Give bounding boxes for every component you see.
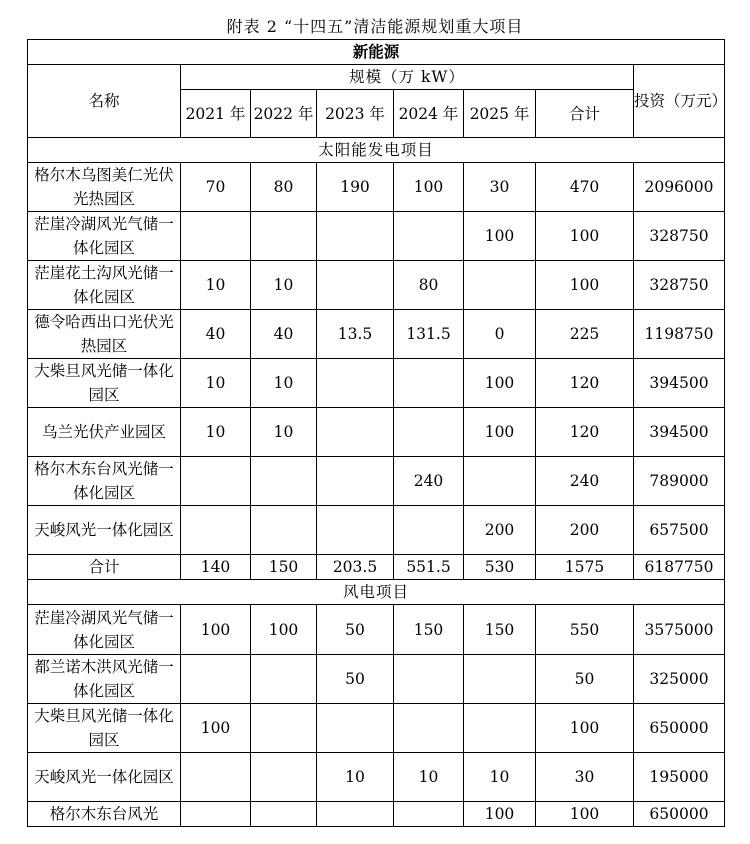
- year-value-cell: [317, 212, 394, 261]
- section-subtitle: 太阳能发电项目: [28, 138, 725, 163]
- year-value-cell: [317, 359, 394, 408]
- investment-cell: 394500: [634, 359, 725, 408]
- year-value-cell: [181, 506, 251, 555]
- section-header-row: [28, 580, 725, 605]
- table-row: [28, 655, 725, 704]
- investment-cell: 650000: [634, 704, 725, 753]
- year-value-cell: 100: [464, 359, 536, 408]
- year-value-cell: 10: [251, 408, 317, 457]
- year-value-cell: [181, 753, 251, 802]
- row-total-cell: 100: [536, 802, 634, 827]
- year-value-cell: 100: [464, 408, 536, 457]
- year-value-cell: [394, 359, 464, 408]
- year-value-cell: 70: [181, 163, 251, 212]
- year-value-cell: [394, 506, 464, 555]
- year-value-cell: 100: [251, 605, 317, 655]
- project-name: 茫崖花土沟风光储一体化园区: [28, 261, 181, 310]
- table-row: [28, 802, 725, 827]
- year-value-cell: 80: [394, 261, 464, 310]
- year-value-cell: 13.5: [317, 310, 394, 359]
- investment-cell: 328750: [634, 261, 725, 310]
- year-value-cell: [394, 704, 464, 753]
- year-value-cell: 40: [181, 310, 251, 359]
- table-row: [28, 704, 725, 753]
- year-value-cell: [464, 704, 536, 753]
- year-value-cell: [394, 655, 464, 704]
- year-value-cell: [251, 457, 317, 506]
- investment-cell: 1198750: [634, 310, 725, 359]
- table-row: [28, 753, 725, 802]
- year-value-cell: 40: [251, 310, 317, 359]
- header-investment: 投资（万元）: [634, 65, 725, 138]
- investment-cell: 6187750: [634, 555, 725, 580]
- year-value-cell: [394, 408, 464, 457]
- project-name: 茫崖冷湖风光气储一体化园区: [28, 212, 181, 261]
- investment-cell: 325000: [634, 655, 725, 704]
- year-value-cell: 150: [464, 605, 536, 655]
- row-total-cell: 1575: [536, 555, 634, 580]
- year-value-cell: 140: [181, 555, 251, 580]
- row-total-cell: 550: [536, 605, 634, 655]
- year-value-cell: 100: [181, 704, 251, 753]
- year-value-cell: 190: [317, 163, 394, 212]
- year-value-cell: 0: [464, 310, 536, 359]
- table-row: [28, 506, 725, 555]
- investment-cell: 328750: [634, 212, 725, 261]
- year-value-cell: 200: [464, 506, 536, 555]
- header-year: 2022 年: [251, 90, 317, 138]
- year-value-cell: 50: [317, 655, 394, 704]
- table-row: [28, 605, 725, 655]
- year-value-cell: 100: [464, 212, 536, 261]
- header-year: 2023 年: [317, 90, 394, 138]
- investment-cell: 657500: [634, 506, 725, 555]
- row-total-cell: 100: [536, 704, 634, 753]
- year-value-cell: 203.5: [317, 555, 394, 580]
- year-value-cell: [317, 261, 394, 310]
- row-total-cell: 120: [536, 408, 634, 457]
- year-value-cell: [317, 704, 394, 753]
- year-value-cell: [317, 408, 394, 457]
- row-total-cell: 100: [536, 212, 634, 261]
- year-value-cell: [317, 457, 394, 506]
- investment-cell: 650000: [634, 802, 725, 827]
- year-value-cell: 10: [181, 408, 251, 457]
- year-value-cell: [251, 753, 317, 802]
- projects-table: [27, 39, 728, 827]
- year-value-cell: 10: [251, 359, 317, 408]
- year-value-cell: [181, 655, 251, 704]
- year-value-cell: [251, 212, 317, 261]
- row-total-cell: 50: [536, 655, 634, 704]
- project-name: 茫崖冷湖风光气储一体化园区: [28, 605, 181, 655]
- year-value-cell: 10: [251, 261, 317, 310]
- header-year: 2021 年: [181, 90, 251, 138]
- row-total-cell: 200: [536, 506, 634, 555]
- header-total: 合计: [536, 90, 634, 138]
- year-value-cell: [464, 457, 536, 506]
- document-title: 附表 2 “十四五”清洁能源规划重大项目: [226, 17, 524, 36]
- table-row: [28, 310, 725, 359]
- year-value-cell: [464, 261, 536, 310]
- investment-cell: 3575000: [634, 605, 725, 655]
- project-name: 天峻风光一体化园区: [28, 506, 181, 555]
- year-value-cell: 150: [251, 555, 317, 580]
- investment-cell: 195000: [634, 753, 725, 802]
- project-name: 格尔木东台风光: [28, 802, 181, 827]
- section-subtitle: 风电项目: [28, 580, 725, 605]
- year-value-cell: 10: [181, 261, 251, 310]
- investment-cell: 2096000: [634, 163, 725, 212]
- year-value-cell: [251, 704, 317, 753]
- table-row: [28, 359, 725, 408]
- project-name: 大柴旦风光储一体化园区: [28, 704, 181, 753]
- year-value-cell: [394, 212, 464, 261]
- total-row: [28, 555, 725, 580]
- year-value-cell: 131.5: [394, 310, 464, 359]
- table-row: [28, 408, 725, 457]
- year-value-cell: [181, 457, 251, 506]
- table-row: [28, 261, 725, 310]
- year-value-cell: 530: [464, 555, 536, 580]
- project-name: 天峻风光一体化园区: [28, 753, 181, 802]
- year-value-cell: 100: [464, 802, 536, 827]
- year-value-cell: 551.5: [394, 555, 464, 580]
- year-value-cell: [251, 802, 317, 827]
- investment-cell: 394500: [634, 408, 725, 457]
- section-title: 新能源: [28, 40, 725, 65]
- project-name: 大柴旦风光储一体化园区: [28, 359, 181, 408]
- year-value-cell: [464, 655, 536, 704]
- header-name: 名称: [28, 65, 181, 138]
- year-value-cell: 80: [251, 163, 317, 212]
- year-value-cell: 240: [394, 457, 464, 506]
- year-value-cell: [181, 212, 251, 261]
- year-value-cell: [181, 802, 251, 827]
- table-row: [28, 457, 725, 506]
- section-header-row: [28, 138, 725, 163]
- investment-cell: 789000: [634, 457, 725, 506]
- row-total-cell: 100: [536, 261, 634, 310]
- year-value-cell: 150: [394, 605, 464, 655]
- year-value-cell: 100: [394, 163, 464, 212]
- row-total-cell: 120: [536, 359, 634, 408]
- year-value-cell: [317, 802, 394, 827]
- header-year: 2024 年: [394, 90, 464, 138]
- row-total-cell: 470: [536, 163, 634, 212]
- year-value-cell: 10: [181, 359, 251, 408]
- year-value-cell: [251, 655, 317, 704]
- year-value-cell: 100: [181, 605, 251, 655]
- project-name: 乌兰光伏产业园区: [28, 408, 181, 457]
- table-row: [28, 163, 725, 212]
- header-year: 2025 年: [464, 90, 536, 138]
- year-value-cell: 50: [317, 605, 394, 655]
- table-row: [28, 212, 725, 261]
- row-total-cell: 225: [536, 310, 634, 359]
- project-name: 德令哈西出口光伏光热园区: [28, 310, 181, 359]
- header-scale: 规模（万 kW）: [181, 65, 634, 90]
- project-name: 都兰诺木洪风光储一体化园区: [28, 655, 181, 704]
- project-name: 格尔木乌图美仁光伏光热园区: [28, 163, 181, 212]
- project-name: 合计: [28, 555, 181, 580]
- row-total-cell: 30: [536, 753, 634, 802]
- year-value-cell: 10: [394, 753, 464, 802]
- year-value-cell: 10: [464, 753, 536, 802]
- year-value-cell: [394, 802, 464, 827]
- project-name: 格尔木东台风光储一体化园区: [28, 457, 181, 506]
- row-total-cell: 240: [536, 457, 634, 506]
- year-value-cell: [317, 506, 394, 555]
- year-value-cell: [251, 506, 317, 555]
- year-value-cell: 30: [464, 163, 536, 212]
- year-value-cell: 10: [317, 753, 394, 802]
